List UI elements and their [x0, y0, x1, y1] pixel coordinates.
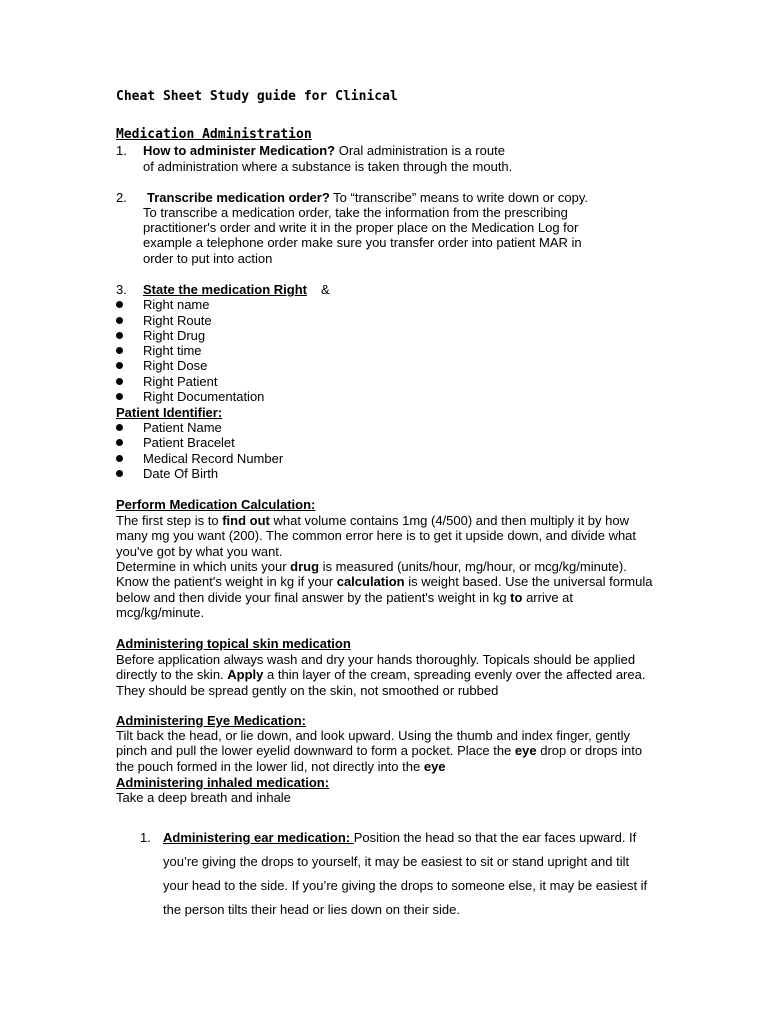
list-number: 1. [116, 143, 127, 158]
text-run-bold: find out [222, 513, 270, 528]
list-number: 2. [116, 190, 127, 205]
bullet-item: Right Drug [143, 328, 206, 343]
bullet-item: Right Patient [143, 374, 218, 389]
answer-text-line: To transcribe a medication order, take the information from the prescribing [143, 205, 568, 220]
calculation-paragraph-1 [116, 513, 656, 559]
list-item-transcribe [147, 190, 588, 205]
section-heading-topical: Administering topical skin medication [116, 636, 351, 651]
bullet-item: Right name [143, 297, 210, 312]
text-run-bold: calculation [336, 574, 405, 590]
bullet-item: Date Of Birth [143, 466, 219, 481]
inhaled-text: Take a deep breath and inhale [116, 790, 291, 805]
bullet-icon [116, 455, 123, 462]
bullet-item: Right time [143, 343, 202, 358]
text-run: Position the head so that the ear faces upward. If you’re giving the drops to yourself, it may be easiest to sit or stand upright and tilt your head to the side. If you’re giving the drops to someone else, it may be easiest if the person tilts their head or lies down on their side. [163, 830, 648, 917]
ear-paragraph [163, 826, 653, 922]
question-label: Transcribe medication order? [147, 190, 330, 205]
list-number: 3. [116, 282, 127, 297]
bullet-icon [116, 362, 123, 369]
list-item-medication-rights [143, 282, 330, 297]
text-run: Determine in which units your [116, 559, 291, 574]
text-run: Before application always wash and dry your hands thoroughly. Topicals should be applied directly to the skin. [116, 652, 636, 683]
list-number: 1. [140, 830, 151, 845]
answer-text: To “transcribe” means to write down or copy. [329, 190, 588, 205]
section-heading-eye: Administering Eye Medication: [116, 713, 306, 728]
list-item-how-to-administer [143, 143, 505, 158]
bullet-icon [116, 470, 123, 477]
answer-text-line: example a telephone order make sure you transfer order into patient MAR in [143, 235, 582, 250]
section-heading-inhaled: Administering inhaled medication: [116, 775, 330, 790]
section-heading-medication-administration: Medication Administration [116, 127, 312, 142]
bullet-item: Right Dose [143, 358, 208, 373]
section-heading-patient-identifier: Patient Identifier: [116, 405, 223, 420]
text-run: a thin layer of the cream, spreading evenly over the affected area. They should be spread gently on the skin, not smoothed or rubbed [116, 667, 646, 698]
question-label: How to administer Medication? [143, 143, 336, 158]
topical-paragraph [116, 652, 656, 698]
bullet-icon [116, 439, 123, 446]
bullet-icon [116, 393, 123, 400]
answer-text-line: order to put into action [143, 251, 273, 266]
bullet-item: Patient Name [143, 420, 222, 435]
bullet-icon [116, 347, 123, 354]
bullet-item: Medical Record Number [143, 451, 284, 466]
bullet-icon [116, 424, 123, 431]
text-run-bold: eye [423, 758, 446, 774]
bullet-item: Patient Bracelet [143, 435, 235, 450]
text-run-bold: eye [514, 743, 537, 759]
question-label: State the medication Right [143, 282, 307, 297]
bullet-icon [116, 332, 123, 339]
text-run: drop or drops into the pouch formed in the lower lid, not directly into the [116, 743, 643, 774]
text-run: The first step is to [116, 513, 223, 528]
text-run-bold: drug [290, 559, 320, 574]
text-run: what volume contains 1mg (4/500) and then multiply it by how many mg you want (200). The common error here is to get it upside down, and divide what you've got by what you want. [116, 513, 637, 559]
text-run-bold: Apply [227, 667, 264, 683]
calculation-paragraph-2 [116, 559, 656, 621]
ampersand: & [320, 282, 330, 297]
text-run: is measured (units/hour, mg/hour, or mcg/kg/minute). Know the patient's weight in kg if your [116, 559, 627, 590]
eye-paragraph [116, 728, 656, 774]
bullet-item: Right Documentation [143, 389, 265, 404]
bullet-icon [116, 317, 123, 324]
answer-text-line: practitioner's order and write it in the proper place on the Medication Log for [143, 220, 579, 235]
text-run: arrive at mcg/kg/minute. [116, 589, 574, 621]
text-run: is weight based. Use the universal formula below and then divide your final answer by the patient's weight in kg [116, 574, 653, 605]
bullet-item: Right Route [143, 313, 212, 328]
text-run: Tilt back the head, or lie down, and look upward. Using the thumb and index finger, gently pinch and pull the lower eyelid downward to form a pocket. Place the [116, 728, 631, 759]
bullet-icon [116, 301, 123, 308]
document-title: Cheat Sheet Study guide for Clinical [116, 89, 398, 104]
section-heading-calculation: Perform Medication Calculation: [116, 497, 316, 512]
answer-text-continued: of administration where a substance is taken through the mouth. [143, 159, 513, 174]
section-heading-ear: Administering ear medication: [163, 830, 354, 845]
bullet-icon [116, 378, 123, 385]
text-run-bold: to [510, 589, 523, 605]
answer-text: Oral administration is a route [335, 143, 505, 158]
